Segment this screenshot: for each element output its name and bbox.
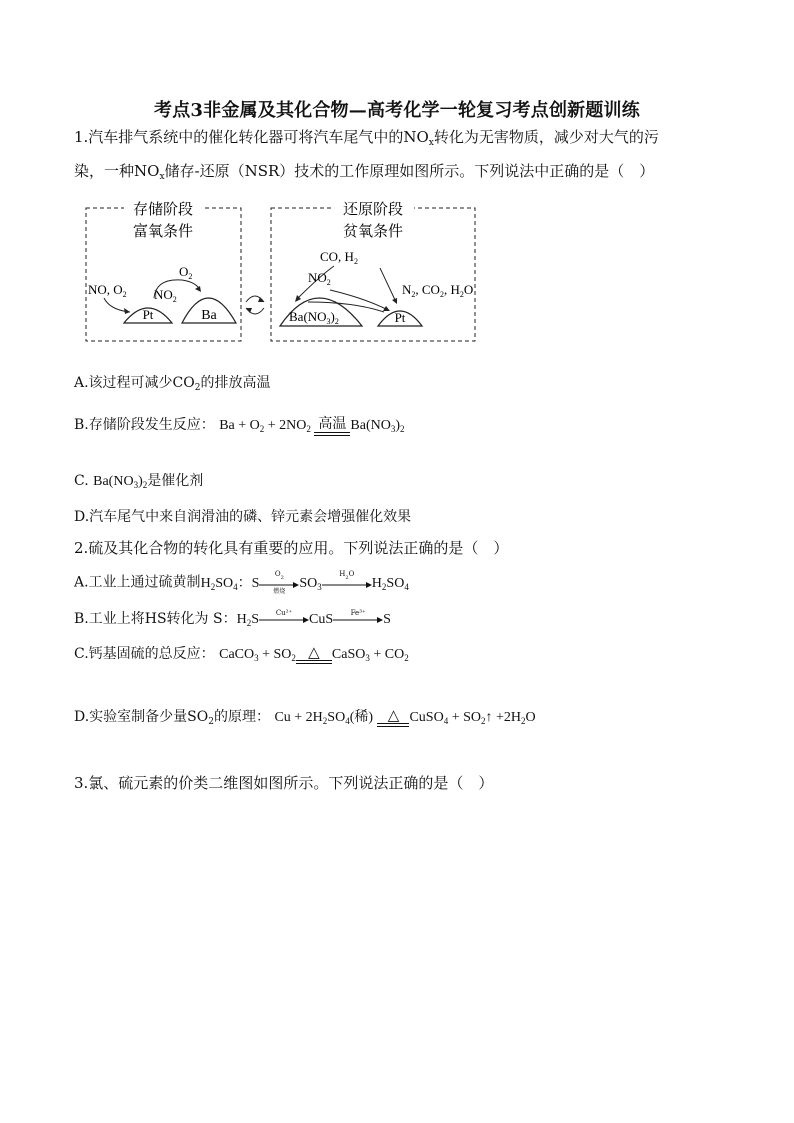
q1-option-b-equation: $Ba + O_2 + 2NO_2$ 高温 $Ba(NO_3)_2$ <box>219 415 405 434</box>
q2-option-b: B.工业上将HS转化为 S：$H_2S$ Cu²⁺ CuS Fe³⁺ S <box>74 608 391 628</box>
q2-option-c: C.钙基固硫的总反应： CaCO$_3$ + $SO_2$ △ CaSO$_3$ + $CO_2$ <box>74 643 409 663</box>
q1-option-c: C. $Ba(NO_3)_2$是催化剂 <box>74 473 204 490</box>
ba-label: Ba <box>201 308 217 323</box>
q2-stem: 2.硫及其化合物的转化具有重要的应用。下列说法正确的是（ ） <box>74 539 509 557</box>
no-o2-label: NO, $O_2$ <box>88 282 127 299</box>
q1-stem-line2: 染，一种$NO_x$储存-还原（NSR）技术的工作原理如图所示。下列说法中正确的是（ ） <box>74 162 655 182</box>
q1-option-a: A.该过程可减少$CO_2$的排放高温 <box>74 375 271 393</box>
storage-stage-title: 存储阶段 <box>132 202 194 218</box>
pt-label-left: Pt <box>142 307 154 322</box>
o2-label-left: $O_2$ <box>179 264 193 281</box>
nsr-diagram <box>84 198 480 346</box>
reduction-stage-title: 还原阶段 <box>342 202 404 218</box>
co-h2-label: CO, $H_2$ <box>320 249 358 266</box>
q2-option-a: A.工业上通过硫黄制$H_2SO_4$：S $O_2$ 燃烧 $SO_3$ $H_2O$ $H_2SO_4$ <box>74 570 409 595</box>
q3-stem: 3.氯、硫元素的价类二维图如图所示。下列说法正确的是（ ） <box>74 774 494 792</box>
q2-option-d: D.实验室制备少量$SO_2$的原理： $Cu + 2H_2SO_4$(稀) △ CuSO$_4$ + $SO_2↑ +2H_2O$ <box>74 706 536 727</box>
products-label: $N_2$, $CO_2$, $H_2O$ <box>402 282 474 299</box>
storage-condition: 富氧条件 <box>132 224 194 240</box>
reduction-condition: 贫氧条件 <box>342 224 404 240</box>
pt-label-right: Pt <box>394 310 406 325</box>
ba-no3-label: $Ba(NO_3)_2$ <box>289 309 339 326</box>
q1-option-d: D.汽车尾气中来自润滑油的磷、锌元素会增强催化效果 <box>74 509 412 525</box>
no2-label-left: $NO_2$ <box>154 287 177 304</box>
no2-label-right: $NO_2$ <box>308 270 331 287</box>
page-title: 考点3非金属及其化合物—高考化学一轮复习考点创新题训练 <box>154 100 640 121</box>
q1-option-b: B.存储阶段发生反应： $Ba + O_2 + 2NO_2$ 高温 $Ba(NO_3)_2$ <box>74 415 405 434</box>
q1-stem-line1: 1.汽车排气系统中的催化转化器可将汽车尾气中的$NO_x$转化为无害物质，减少对大气的污 <box>74 128 659 148</box>
